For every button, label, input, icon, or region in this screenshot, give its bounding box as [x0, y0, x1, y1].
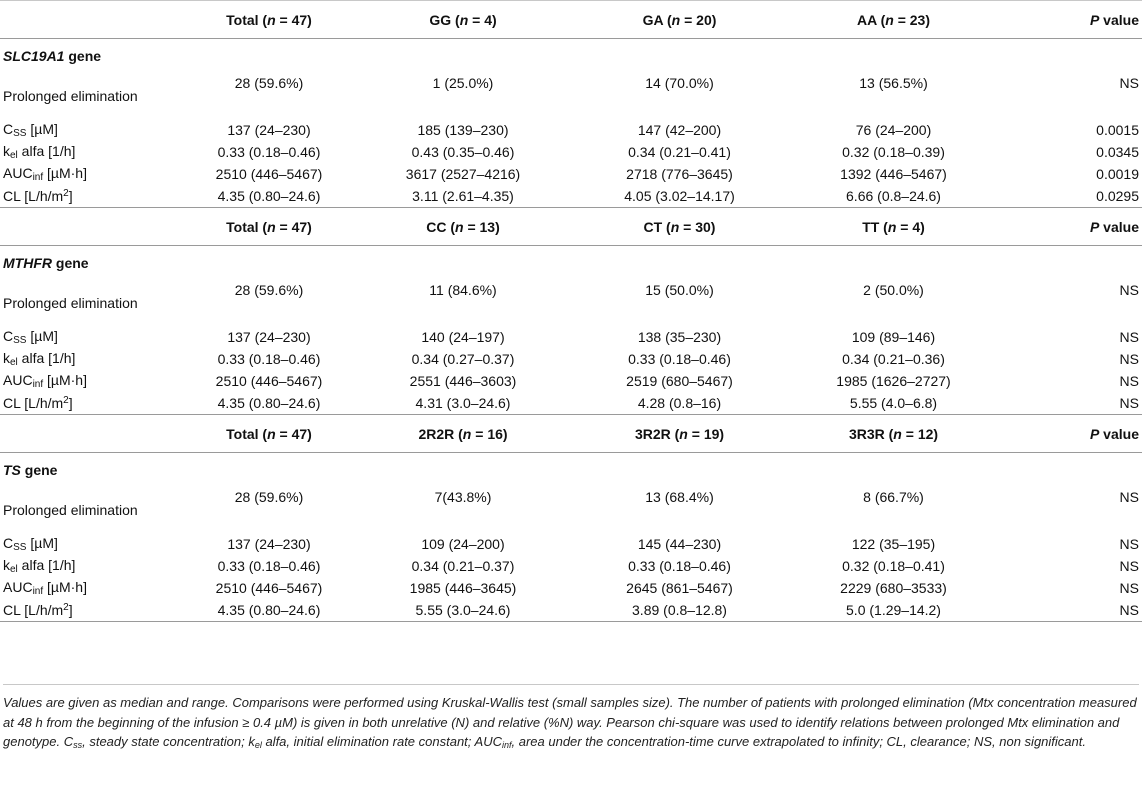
table-cell: 109 (24–200): [421, 536, 505, 552]
table-cell: 2645 (861–5467): [626, 580, 733, 596]
table-cell: 4.05 (3.02–14.17): [571, 185, 788, 208]
p-value-cell: NS: [1119, 489, 1139, 505]
table-row: [0, 163, 1142, 185]
column-header: P value: [999, 415, 1142, 453]
table-cell: 5.0 (1.29–14.2): [788, 599, 999, 622]
row-label: $k_{el}$ alfa [1/h]: [3, 557, 76, 575]
column-header: 3R3R (n = 12): [788, 415, 999, 453]
p-value-cell: NS: [1119, 329, 1139, 345]
table-cell: 3.89 (0.8–12.8): [571, 599, 788, 622]
table-cell: 4.35 (0.80–24.6): [183, 392, 355, 415]
column-header: 2R2R (n = 16): [355, 415, 571, 453]
gene-name: TS: [3, 462, 21, 478]
p-value-cell: NS: [1119, 282, 1139, 298]
row-label: $C_{SS}$ [µM]: [3, 535, 58, 553]
gene-label: [0, 453, 1142, 488]
table-cell: 137 (24–230): [227, 536, 311, 552]
table-cell: 3617 (2527–4216): [405, 166, 521, 182]
table-cell: 0.34 (0.21–0.36): [842, 351, 945, 367]
table-row: [0, 370, 1142, 392]
column-header: [0, 208, 183, 246]
table-cell: 147 (42–200): [637, 122, 722, 138]
p-value-cell: NS: [999, 392, 1142, 415]
table-row: [0, 73, 1142, 119]
table-row: [0, 577, 1142, 599]
table-cell: 122 (35–195): [851, 536, 936, 552]
table-cell: 28 (59.6%): [234, 75, 304, 91]
column-header: P value: [999, 208, 1142, 246]
column-header: [0, 1, 183, 39]
table-cell: 0.33 (0.18–0.46): [628, 351, 731, 367]
p-value-cell: NS: [1119, 580, 1139, 596]
column-header: Total (n = 47): [183, 1, 355, 39]
gene-row: [0, 453, 1142, 488]
column-header: TT (n = 4): [788, 208, 999, 246]
column-header: CT (n = 30): [571, 208, 788, 246]
table-cell: 0.33 (0.18–0.46): [628, 558, 731, 574]
table-cell: 1985 (446–3645): [409, 580, 517, 596]
column-header: CC (n = 13): [355, 208, 571, 246]
header-row: [0, 415, 1142, 453]
table-cell: 109 (89–146): [851, 329, 936, 345]
p-value-cell: NS: [1119, 536, 1139, 552]
table-cell: 5.55 (3.0–24.6): [355, 599, 571, 622]
row-label: Prolonged elimination: [3, 87, 138, 104]
table-cell: 4.35 (0.80–24.6): [183, 185, 355, 208]
row-label: Prolonged elimination: [3, 501, 138, 518]
table-cell: 2510 (446–5467): [215, 373, 323, 389]
p-value-cell: 0.0019: [1096, 166, 1139, 182]
table-cell: 15 (50.0%): [645, 282, 714, 298]
table-cell: 140 (24–197): [421, 329, 505, 345]
p-value-cell: NS: [1119, 558, 1139, 574]
row-label: $k_{el}$ alfa [1/h]: [3, 350, 76, 368]
table-row: [0, 326, 1142, 348]
table-row: [0, 348, 1142, 370]
p-value-cell: 0.0295: [999, 185, 1142, 208]
gene-label: [0, 246, 1142, 281]
table-cell: 2718 (776–3645): [626, 166, 733, 182]
row-label: CL $[L/h/m^2]$: [0, 392, 183, 415]
row-label: $C_{SS}$ [µM]: [3, 328, 58, 346]
table-cell: 0.34 (0.21–0.37): [411, 558, 515, 574]
row-label: $k_{el}$ alfa [1/h]: [3, 143, 76, 161]
table-cell: 28 (59.6%): [234, 489, 304, 505]
table-cell: 8 (66.7%): [863, 489, 924, 505]
table-cell: 137 (24–230): [227, 122, 311, 138]
table-cell: 7(43.8%): [434, 489, 492, 505]
table-row: [0, 119, 1142, 141]
table-cell: 6.66 (0.8–24.6): [788, 185, 999, 208]
table-row: [0, 533, 1142, 555]
table-cell: 2 (50.0%): [863, 282, 924, 298]
table-cell: 0.33 (0.18–0.46): [217, 144, 321, 160]
table-cell: 0.33 (0.18–0.46): [217, 351, 321, 367]
table-cell: 185 (139–230): [417, 122, 509, 138]
gene-row: [0, 39, 1142, 74]
gene-name: MTHFR: [3, 255, 52, 271]
table-cell: 5.55 (4.0–6.8): [788, 392, 999, 415]
table-row: [0, 185, 1142, 208]
row-label: CL $[L/h/m^2]$: [0, 599, 183, 622]
gene-suffix: gene: [20, 462, 58, 478]
table-cell: 2519 (680–5467): [626, 373, 733, 389]
column-header: AA (n = 23): [788, 1, 999, 39]
table-cell: 2510 (446–5467): [215, 580, 323, 596]
row-label: $C_{SS}$ [µM]: [3, 121, 58, 139]
gene-suffix: gene: [64, 48, 102, 64]
table-cell: 11 (84.6%): [429, 282, 497, 298]
p-value-cell: 0.0015: [1096, 122, 1139, 138]
table-cell: 4.35 (0.80–24.6): [183, 599, 355, 622]
table-cell: 1985 (1626–2727): [836, 373, 951, 389]
table-cell: 2229 (680–3533): [840, 580, 947, 596]
column-header: Total (n = 47): [183, 415, 355, 453]
gene-name: SLC19A1: [3, 48, 65, 64]
column-header: GG (n = 4): [355, 1, 571, 39]
table-cell: 13 (68.4%): [645, 489, 714, 505]
p-value-cell: NS: [1119, 75, 1139, 91]
table-row: [0, 280, 1142, 326]
gene-suffix: gene: [52, 255, 89, 271]
row-label: Prolonged elimination: [3, 294, 138, 311]
table-cell: 28 (59.6%): [234, 282, 304, 298]
row-label: CL $[L/h/m^2]$: [0, 185, 183, 208]
table-cell: 2551 (446–3603): [409, 373, 517, 389]
table-cell: 0.32 (0.18–0.41): [842, 558, 945, 574]
table-cell: 0.43 (0.35–0.46): [411, 144, 515, 160]
table-cell: 137 (24–230): [227, 329, 311, 345]
table-cell: 14 (70.0%): [645, 75, 714, 91]
table-cell: 1392 (446–5467): [840, 166, 947, 182]
table-cell: 138 (35–230): [637, 329, 722, 345]
header-row: [0, 1, 1142, 39]
gene-label: [0, 39, 1142, 74]
row-label: $AUC_{inf}$ [µM·h]: [3, 372, 87, 390]
table-row: [0, 392, 1142, 415]
column-header: P value: [999, 1, 1142, 39]
table-cell: 0.34 (0.27–0.37): [411, 351, 515, 367]
p-value-cell: NS: [999, 599, 1142, 622]
table-row: [0, 141, 1142, 163]
column-header: [0, 415, 183, 453]
p-value-cell: 0.0345: [1096, 144, 1139, 160]
table-cell: 4.31 (3.0–24.6): [355, 392, 571, 415]
table-cell: 0.34 (0.21–0.41): [628, 144, 731, 160]
row-label: $AUC_{inf}$ [µM·h]: [3, 165, 87, 183]
table-row: [0, 487, 1142, 533]
gene-row: [0, 246, 1142, 281]
table-cell: 0.33 (0.18–0.46): [217, 558, 321, 574]
table-cell: 3.11 (2.61–4.35): [355, 185, 571, 208]
column-header: 3R2R (n = 19): [571, 415, 788, 453]
table-cell: 0.32 (0.18–0.39): [842, 144, 945, 160]
table-cell: 76 (24–200): [855, 122, 932, 138]
table-cell: 2510 (446–5467): [215, 166, 323, 182]
header-row: [0, 208, 1142, 246]
row-label: $AUC_{inf}$ [µM·h]: [3, 579, 87, 597]
p-value-cell: NS: [1119, 351, 1139, 367]
table-footnote: Values are given as median and range. Comparisons were performed using Kruskal-Wallis test (small samples size). The number of patients with prolonged elimination (Mtx concentration measured at 48 h from the beginning of the infusion ≥ 0.4 µM) is given in both unrelative (N) and relative (%N) way. Pearson chi-square was used to identify relations between prolonged Mtx elimination and genotype. $C_{ss}$, steady state concentration; $k_{el}$ alfa, initial elimination rate constant; $AUC_{inf}$, area under the concentration-time curve extrapolated to infinity; CL, clearance; NS, non significant.: [3, 684, 1139, 756]
table-row: [0, 599, 1142, 622]
column-header: Total (n = 47): [183, 208, 355, 246]
table-cell: 4.28 (0.8–16): [571, 392, 788, 415]
p-value-cell: NS: [1119, 373, 1139, 389]
table-cell: 1 (25.0%): [432, 75, 494, 91]
column-header: GA (n = 20): [571, 1, 788, 39]
table-cell: 145 (44–230): [637, 536, 722, 552]
table-row: [0, 555, 1142, 577]
table-cell: 13 (56.5%): [859, 75, 928, 91]
